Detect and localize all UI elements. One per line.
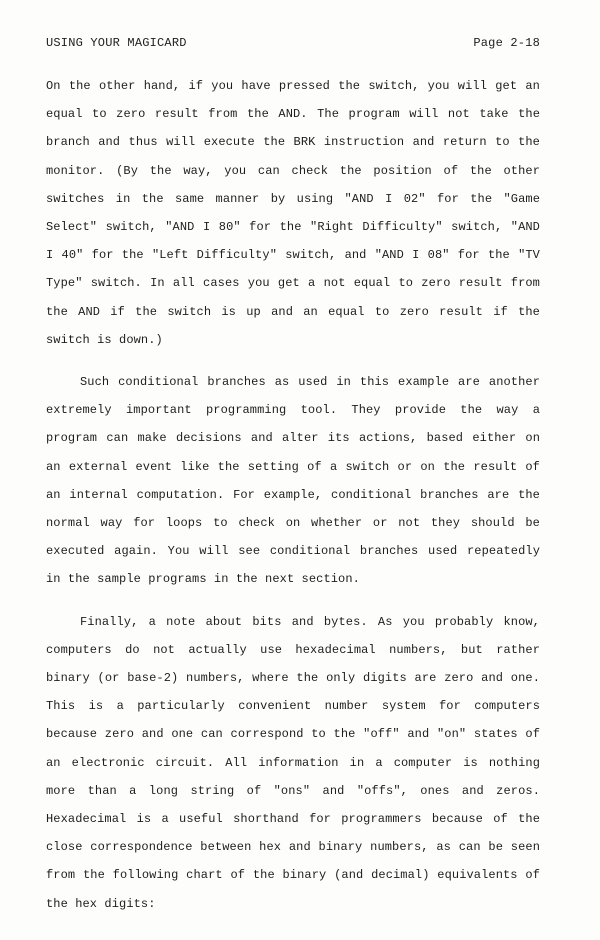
paragraph-switch-result: On the other hand, if you have pressed the switch, you will get an equal to zero result from the AND. The program will not take the branch and thus will execute the BRK instruction and return to the monitor. (By the way, you can check the position of the other switches in the same manner by using "AND I 02" for the "Game Select" switch, "AND I 80" for the "Right Difficulty" switch, "AND I 40" for the "Left Difficulty" switch, and "AND I 08" for the "TV Type" switch. In all cases you get a not equal to zero result from the AND if the switch is up and an equal to zero result if the switch is down.): [46, 79, 540, 347]
running-title: USING YOUR MAGICARD: [46, 36, 187, 50]
body-text: [46, 72, 540, 918]
page-header: [46, 34, 540, 52]
paragraph-bits-and-bytes: Finally, a note about bits and bytes. As you probably know, computers do not actually use hexadecimal numbers, but rather binary (or base-2) numbers, where the only digits are zero and one. This is a particularly convenient number system for computers because zero and one can correspond to the "off" and "on" states of an electronic circuit. All information in a computer is nothing more than a long string of "ons" and "offs", ones and zeros. Hexadecimal is a useful shorthand for programmers because of the close correspondence between hex and binary numbers, as can be seen from the following chart of the binary (and decimal) equivalents of the hex digits:: [46, 614, 540, 911]
paragraph-conditional-branches: Such conditional branches as used in this example are another extremely important programming tool. They provide the way a program can make decisions and alter its actions, based either on an external event like the setting of a switch or on the result of an internal computation. For example, conditional branches are the normal way for loops to check on whether or not they should be executed again. You will see conditional branches used repeatedly in the sample programs in the next section.: [46, 375, 540, 587]
page-number: Page 2-18: [473, 36, 540, 50]
